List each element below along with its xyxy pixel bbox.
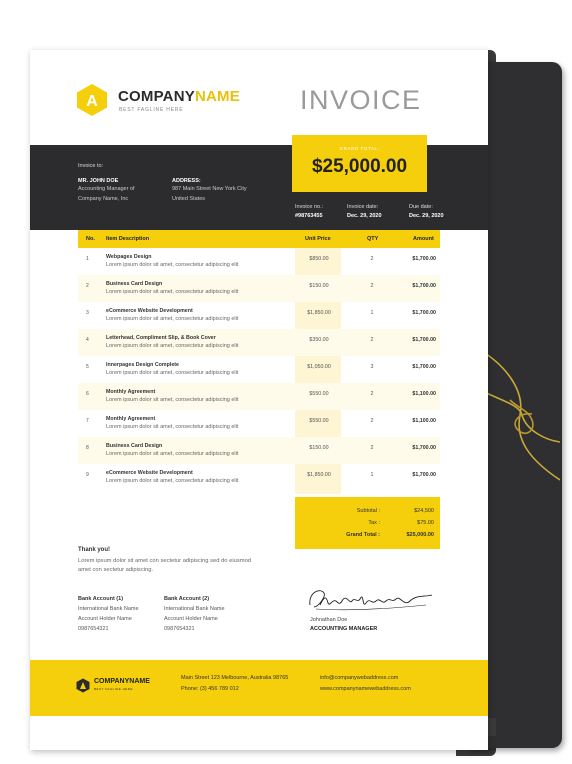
bank1-number: 0987654321: [78, 626, 109, 632]
address-line1: 987 Main Street New York City: [172, 186, 247, 192]
footer-address: Main Street 123 Melbourne, Australia 98765: [181, 675, 289, 681]
thanks-text: Lorem ipsum dolor sit amet con sectetur adipiscing sed do eiusmod amet con sectetur adipiscing.: [78, 558, 252, 573]
row-no: 7: [86, 418, 89, 424]
row-desc: Lorem ipsum dolor sit amet, consectetur adipiscing elit: [106, 343, 239, 349]
row-desc: Lorem ipsum dolor sit amet, consectetur adipiscing elit: [106, 316, 239, 322]
row-qty: 2: [370, 391, 374, 397]
row-item: Monthly Agreement: [106, 389, 156, 395]
row-desc: Lorem ipsum dolor sit amet, consectetur adipiscing elit: [106, 262, 239, 268]
row-desc: Lorem ipsum dolor sit amet, consectetur adipiscing elit: [106, 451, 239, 457]
row-item: Business Card Design: [106, 281, 163, 287]
row-price: $1,850.00: [307, 310, 331, 316]
row-price: $550.00: [309, 418, 329, 424]
client-name: MR. JOHN DOE: [78, 178, 119, 184]
footer-tagline: BEST FAGLINE HERE: [94, 687, 133, 691]
row-amount: $1,100.00: [412, 418, 436, 424]
table-row: [78, 410, 440, 437]
row-qty: 2: [370, 418, 374, 424]
invoice-date: Dec. 29, 2020: [347, 213, 382, 219]
company-name: [118, 88, 240, 105]
row-no: 9: [86, 472, 89, 478]
row-item: Webpages Design: [106, 254, 152, 260]
logo-letter: A: [86, 93, 98, 110]
row-no: 6: [86, 391, 89, 397]
tax-label: Tax :: [368, 520, 380, 526]
row-qty: 2: [370, 445, 374, 451]
row-no: 3: [86, 310, 89, 316]
row-qty: 2: [370, 283, 374, 289]
signer-role: ACCOUNTING MANAGER: [310, 626, 378, 632]
table-row: [78, 302, 440, 329]
table-row: [78, 437, 440, 464]
grand-total-value: $25,000.00: [311, 156, 408, 177]
footer-company: COMPANYNAME: [94, 678, 150, 685]
signature-image: [306, 583, 436, 615]
address-line2: United States: [172, 196, 206, 202]
invoice-no-label: Invoice no.:: [295, 204, 324, 210]
signer-name: Johnathan Doe: [310, 617, 348, 623]
row-item: Letterhead, Compliment Slip, & Book Cover: [106, 335, 216, 341]
grand-value: $25,000.00: [406, 532, 434, 538]
bank2-bank: International Bank Name: [164, 606, 225, 612]
bank2-holder: Account Holder Name: [164, 616, 218, 622]
invoice-title: INVOICE: [300, 85, 422, 115]
footer-email[interactable]: info@companywebaddress.com: [320, 675, 399, 681]
row-item: eCommerce Website Development: [106, 470, 193, 476]
row-qty: 1: [370, 472, 374, 478]
th-amount: Amount: [413, 236, 434, 242]
row-qty: 2: [370, 337, 374, 343]
row-amount: $1,100.00: [412, 391, 436, 397]
due-date: Dec. 29, 2020: [409, 213, 444, 219]
subtotal-label: Subtotal :: [356, 508, 380, 514]
row-price: $850.00: [309, 256, 329, 262]
table-row: [78, 356, 440, 383]
footer-web[interactable]: www.companynamewebaddress.com: [320, 686, 411, 692]
company-tagline: BEST FAGLINE HERE: [119, 107, 184, 113]
row-no: 5: [86, 364, 89, 370]
bank1-bank: International Bank Name: [78, 606, 139, 612]
invoice-no: #98763455: [295, 213, 323, 219]
row-qty: 2: [370, 256, 374, 262]
row-amount: $1,700.00: [412, 283, 436, 289]
table-row: [78, 329, 440, 356]
footer-logo-icon: [76, 678, 90, 693]
invoice-to-label: Invoice to:: [78, 163, 104, 169]
company-name-part2: NAME: [194, 88, 240, 105]
row-item: Monthly Agreement: [106, 416, 156, 422]
due-date-label: Due date:: [409, 204, 433, 210]
row-price: $150.00: [309, 283, 329, 289]
table-row: [78, 275, 440, 302]
bank2-title: Bank Account (2): [164, 596, 210, 602]
row-amount: $1,700.00: [412, 310, 436, 316]
footer-phone: Phone: (3) 456 789 012: [181, 686, 239, 692]
th-qty: QTY: [367, 236, 379, 242]
row-desc: Lorem ipsum dolor sit amet, consectetur adipiscing elit: [106, 289, 239, 295]
bank1-holder: Account Holder Name: [78, 616, 132, 622]
row-desc: Lorem ipsum dolor sit amet, consectetur adipiscing elit: [106, 397, 239, 403]
row-no: 8: [86, 445, 89, 451]
row-item: eCommerce Website Development: [106, 308, 193, 314]
invoice-page: [30, 50, 488, 750]
bank1-title: Bank Account (1): [78, 596, 124, 602]
row-price: $350.00: [309, 337, 329, 343]
client-line1: Accounting Manager of: [78, 186, 135, 192]
table-row: [78, 248, 440, 275]
row-desc: Lorem ipsum dolor sit amet, consectetur adipiscing elit: [106, 370, 239, 376]
table-row: [78, 464, 440, 491]
company-name-part1: COMPANY: [118, 88, 195, 105]
row-price: $1,050.00: [307, 364, 331, 370]
row-amount: $1,700.00: [412, 337, 436, 343]
grand-label: Grand Total :: [346, 532, 380, 538]
row-no: 4: [86, 337, 89, 343]
row-price: $1,850.00: [307, 472, 331, 478]
subtotal-value: $24,500: [414, 508, 434, 514]
row-item: Business Card Design: [106, 443, 163, 449]
row-no: 1: [86, 256, 89, 262]
row-amount: $1,700.00: [412, 472, 436, 478]
thanks-title: Thank you!: [78, 547, 111, 553]
row-price: $550.00: [309, 391, 329, 397]
row-amount: $1,700.00: [412, 256, 436, 262]
row-item: Innerpages Design Complete: [106, 362, 179, 368]
row-desc: Lorem ipsum dolor sit amet, consectetur adipiscing elit: [106, 478, 239, 484]
th-no: No.: [86, 236, 95, 242]
grand-total-label: GRAND TOTAL:: [339, 146, 380, 151]
row-qty: 1: [370, 310, 374, 316]
row-amount: $1,700.00: [412, 364, 436, 370]
client-line2: Company Name, Inc: [78, 196, 129, 202]
th-price: Unit Price: [305, 236, 331, 242]
invoice-date-label: Invoice date:: [347, 204, 379, 210]
th-item: Item Description: [106, 236, 150, 242]
tax-value: $75.00: [417, 520, 434, 526]
table-row: [78, 383, 440, 410]
row-amount: $1,700.00: [412, 445, 436, 451]
address-label: ADDRESS:: [172, 178, 201, 184]
logo-hexagon-icon: [76, 83, 108, 117]
row-desc: Lorem ipsum dolor sit amet, consectetur adipiscing elit: [106, 424, 239, 430]
row-qty: 3: [370, 364, 374, 370]
bank2-number: 0987654321: [164, 626, 195, 632]
folder-string: [480, 330, 560, 500]
row-no: 2: [86, 283, 89, 289]
row-price: $150.00: [309, 445, 329, 451]
